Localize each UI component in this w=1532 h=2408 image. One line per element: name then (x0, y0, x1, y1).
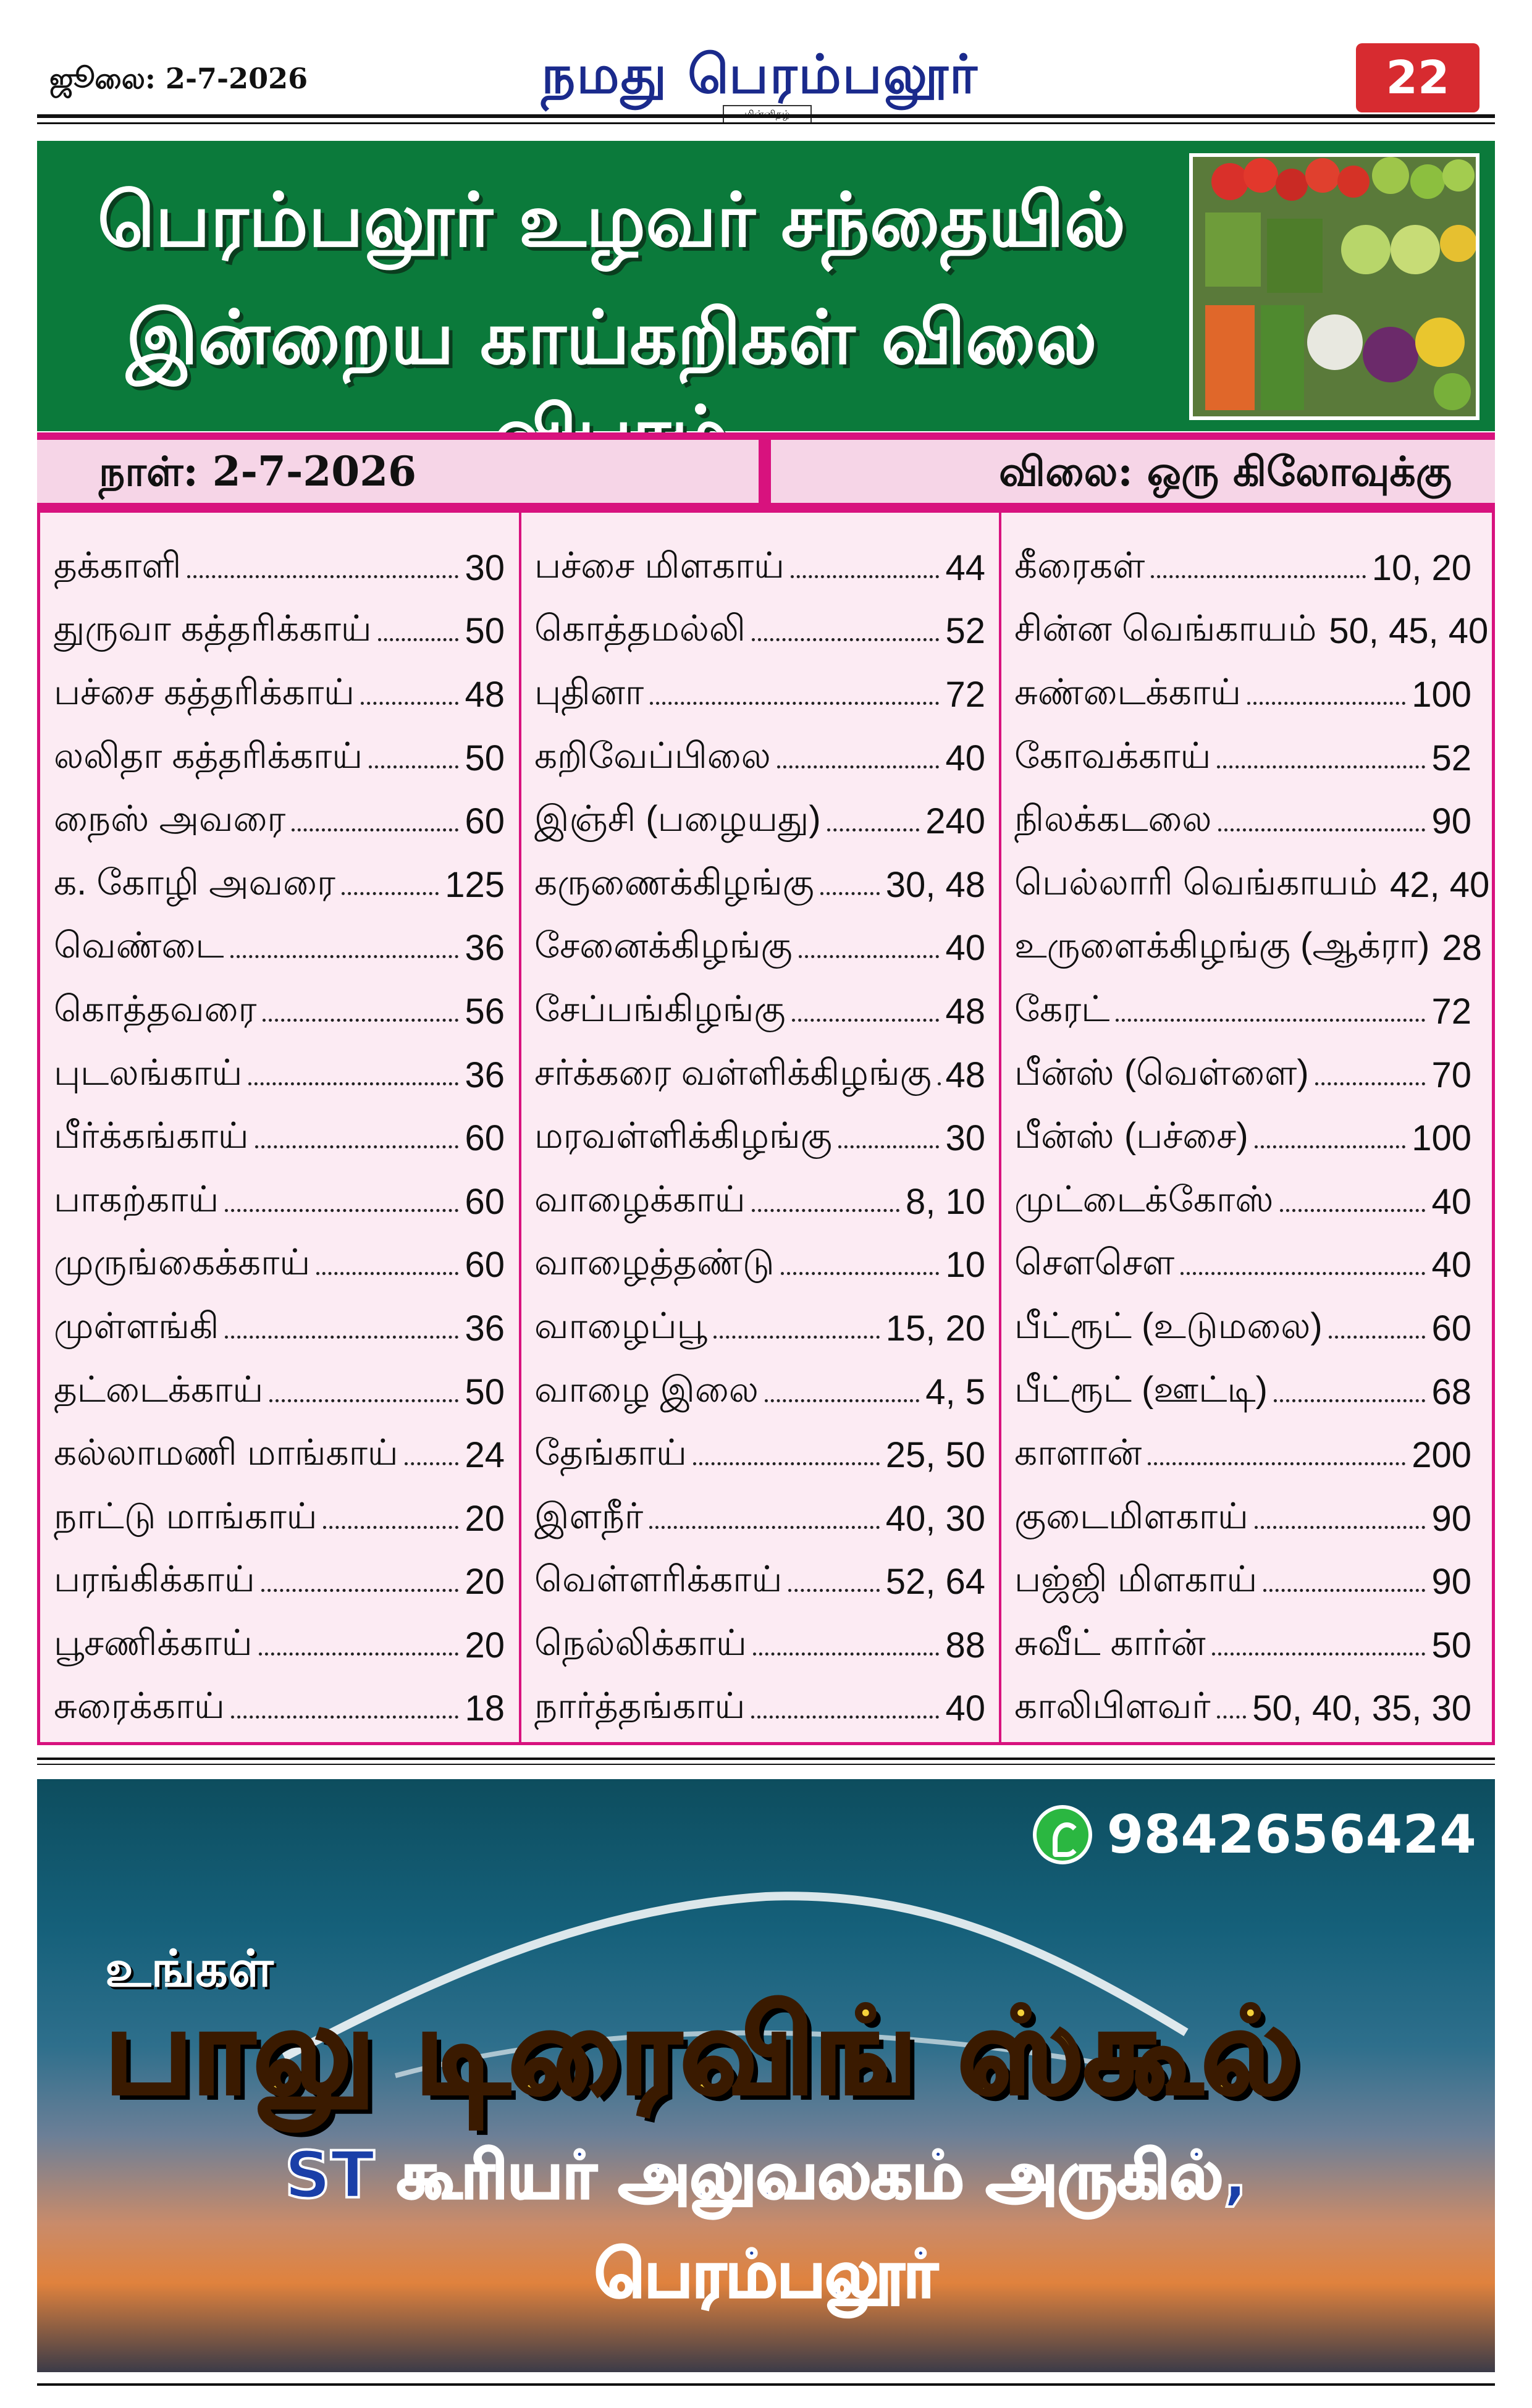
vegetable-price: 50 (465, 1371, 505, 1412)
vegetable-price: 30 (465, 547, 505, 588)
newspaper-title: நமது பெரம்பலூர் (541, 43, 979, 106)
vegetable-name: மரவள்ளிக்கிழங்கு (534, 1116, 832, 1156)
price-row (534, 1043, 985, 1107)
vegetable-name: பரங்கிக்காய் (54, 1559, 255, 1600)
vegetable-name: தக்காளி (54, 545, 182, 586)
dot-leader (1280, 1209, 1426, 1212)
price-row (1014, 600, 1489, 663)
price-row (1014, 1170, 1471, 1234)
vegetable-name: வாழைத்தண்டு (534, 1242, 775, 1283)
market-date: நாள்: 2-7-2026 (99, 447, 417, 495)
price-row (534, 1677, 985, 1741)
dot-leader (781, 1272, 940, 1275)
vegetable-price: 100 (1412, 1118, 1471, 1159)
dot-leader (765, 1399, 919, 1402)
price-row (54, 1423, 505, 1487)
dot-leader (649, 1526, 880, 1529)
vegetable-name: வாழை இலை (534, 1369, 759, 1410)
vegetable-price: 20 (465, 1498, 505, 1539)
vegetable-name: பீட்ரூட் (உடுமலை) (1014, 1305, 1323, 1346)
vegetable-name: கோவக்காய் (1014, 735, 1211, 776)
headline-line-1: பெரம்பலூர் உழவர் சந்தையில் (97, 178, 1126, 264)
vegetable-name: சுண்டைக்காய் (1014, 671, 1241, 712)
dot-leader (342, 892, 439, 895)
vegetable-name: இஞ்சி (பழையது) (534, 799, 821, 840)
dot-leader (752, 638, 939, 641)
vegetable-price: 90 (1431, 801, 1471, 842)
vegetable-price: 40 (945, 738, 985, 778)
vegetable-price: 20 (465, 1625, 505, 1665)
vegetable-name: துருவா கத்தரிக்காய் (54, 608, 372, 649)
vegetable-price: 44 (945, 547, 985, 588)
vegetable-price: 40 (1431, 1245, 1471, 1286)
price-row (1014, 663, 1471, 726)
dot-leader (323, 1526, 458, 1529)
vegetable-name: சேனைக்கிழங்கு (534, 925, 793, 966)
dot-leader (788, 1589, 879, 1592)
vegetable-name: கீரைகள் (1014, 545, 1145, 586)
price-row (1014, 1423, 1471, 1487)
dot-leader (1255, 1145, 1405, 1148)
ad-address-line-1: ST கூரியர் அலுவலகம் அருகில், (284, 2137, 1248, 2213)
dot-leader (713, 1336, 880, 1339)
vegetable-name: தேங்காய் (534, 1433, 687, 1473)
section-rule (37, 1758, 1495, 1760)
dot-leader (263, 1019, 458, 1022)
vegetable-price: 30 (945, 1118, 985, 1159)
dot-leader (827, 828, 920, 831)
vegetable-price: 125 (445, 864, 505, 905)
vegetable-price: 36 (465, 1055, 505, 1095)
vegetable-name: இளநீர் (534, 1496, 644, 1536)
vegetable-name: பாகற்காய் (54, 1179, 219, 1219)
dot-leader (1116, 1019, 1425, 1022)
vegetable-name: வெண்டை (54, 925, 224, 966)
dot-leader (751, 1715, 939, 1719)
price-row (54, 1297, 505, 1360)
vegetable-price: 15, 20 (885, 1308, 985, 1349)
vegetable-name: பஜ்ஜி மிளகாய் (1014, 1559, 1258, 1600)
dot-leader (269, 1399, 458, 1402)
dot-leader (261, 1589, 459, 1592)
price-row (534, 1487, 985, 1551)
price-row (534, 1614, 985, 1677)
price-row (54, 1170, 505, 1234)
vegetable-price: 60 (465, 801, 505, 842)
masthead-rule-thin (37, 122, 1495, 124)
vegetable-name: பச்சை மிளகாய் (534, 545, 785, 586)
price-row (1014, 1297, 1471, 1360)
price-row (1014, 1614, 1471, 1677)
vegetable-price: 25, 50 (885, 1435, 985, 1476)
vegetable-price: 72 (1431, 991, 1471, 1032)
dot-leader (838, 1145, 940, 1148)
price-row (54, 663, 505, 726)
dot-leader (1247, 702, 1405, 705)
vegetable-name: கொத்தமல்லி (534, 608, 746, 649)
vegetable-name: நாட்டு மாங்காய் (54, 1496, 318, 1536)
price-table (37, 510, 1495, 1745)
dot-leader (792, 1019, 940, 1022)
vegetable-price: 70 (1431, 1055, 1471, 1095)
section-rule-thin (37, 1764, 1495, 1765)
vegetable-price: 56 (465, 991, 505, 1032)
vegetable-name: குடைமிளகாய் (1014, 1496, 1248, 1536)
vegetable-price: 48 (945, 991, 985, 1032)
price-column-2 (534, 536, 985, 1740)
ad-lead-text: உங்கள் (105, 1940, 274, 1998)
dot-leader (799, 955, 940, 958)
vegetable-price: 52 (945, 611, 985, 652)
vegetable-price: 40, 30 (885, 1498, 985, 1539)
price-row (534, 1170, 985, 1234)
vegetable-price: 20 (465, 1562, 505, 1602)
dot-leader (248, 1082, 458, 1085)
vegetable-name: வாழைப்பூ (534, 1305, 707, 1346)
bottom-rule (37, 2383, 1495, 2386)
vegetable-name: நார்த்தங்காய் (534, 1686, 746, 1727)
dot-leader (1181, 1272, 1425, 1275)
vegetable-name: முட்டைக்கோஸ் (1014, 1179, 1274, 1219)
vegetable-price: 10 (945, 1245, 985, 1286)
vegetable-name: சர்க்கரை வள்ளிக்கிழங்கு (534, 1052, 932, 1093)
vegetable-name: வெள்ளரிக்காய் (534, 1559, 783, 1600)
vegetable-name: க. கோழி அவரை (54, 862, 335, 903)
vegetable-name: முருங்கைக்காய் (54, 1242, 311, 1283)
dot-leader (820, 892, 880, 895)
dot-leader (225, 1209, 458, 1212)
vegetable-name: பூசணிக்காய் (54, 1622, 253, 1663)
price-column-1 (54, 536, 505, 1740)
price-row (1014, 917, 1482, 980)
price-unit: விலை: ஒரு கிலோவுக்கு (999, 447, 1452, 495)
vegetable-name: புடலங்காய் (54, 1052, 243, 1093)
price-row (534, 917, 985, 980)
vegetable-price: 100 (1412, 674, 1471, 715)
vegetable-name: பீர்க்கங்காய் (54, 1116, 249, 1156)
vegetable-price: 60 (465, 1245, 505, 1286)
vegetable-price: 52, 64 (885, 1562, 985, 1602)
price-row (534, 789, 985, 853)
price-row (1014, 536, 1471, 600)
vegetable-name: சுரைக்காய் (54, 1686, 225, 1727)
dot-leader (938, 1082, 940, 1085)
price-column-3 (1014, 536, 1490, 1740)
vegetable-price: 88 (945, 1625, 985, 1665)
vegetable-name: பீன்ஸ் (வெள்ளை) (1014, 1052, 1309, 1093)
vegetable-name: சௌசௌ (1014, 1242, 1175, 1283)
phone-contact (1033, 1804, 1476, 1866)
vegetable-price: 90 (1431, 1562, 1471, 1602)
price-row (1014, 1551, 1471, 1614)
vegetable-name: பீன்ஸ் (பச்சை) (1014, 1116, 1248, 1156)
vegetable-price: 8, 10 (906, 1181, 985, 1222)
vegetable-price: 48 (465, 674, 505, 715)
vegetable-price: 60 (465, 1181, 505, 1222)
price-row (534, 1297, 985, 1360)
price-row (1014, 1677, 1471, 1741)
vegetable-price: 60 (1431, 1308, 1471, 1349)
price-row (1014, 1234, 1471, 1297)
price-row (534, 726, 985, 790)
dot-leader (361, 702, 458, 705)
dot-leader (650, 702, 939, 705)
vegetable-name: லலிதா கத்தரிக்காய் (54, 735, 363, 776)
vegetable-name: உருளைக்கிழங்கு (ஆக்ரா) (1014, 925, 1430, 966)
price-row (1014, 980, 1471, 1043)
dot-leader (1255, 1526, 1426, 1529)
price-row (534, 663, 985, 726)
page-number-badge: 22 (1356, 43, 1479, 112)
dot-leader (187, 575, 458, 578)
date-box (37, 440, 759, 503)
vegetable-name: நிலக்கடலை (1014, 799, 1212, 840)
dot-leader (1218, 828, 1426, 831)
dot-leader (693, 1462, 880, 1465)
price-row (1014, 726, 1471, 790)
vegetable-name: நைஸ் அவரை (54, 799, 286, 840)
vegetable-price: 72 (945, 674, 985, 715)
vegetable-price: 18 (465, 1688, 505, 1729)
vegetable-name: கருணைக்கிழங்கு (534, 862, 814, 903)
vegetable-price: 40 (945, 1688, 985, 1729)
vegetable-price: 36 (465, 928, 505, 969)
dot-leader (292, 828, 458, 831)
price-row (534, 853, 985, 917)
phone-number: 9842656424 (1106, 1804, 1476, 1866)
driving-school-ad (37, 1779, 1495, 2372)
vegetable-name: தட்டைக்காய் (54, 1369, 264, 1410)
vegetable-price: 50, 45, 40 (1329, 611, 1489, 652)
price-row (1014, 1360, 1471, 1424)
vegetable-price: 60 (465, 1118, 505, 1159)
headline-line-2: இன்றைய காய்கறிகள் விலை (126, 295, 1097, 381)
dot-leader (1263, 1589, 1425, 1592)
vegetable-name: சேப்பங்கிழங்கு (534, 988, 786, 1029)
vegetable-price: 40 (1431, 1181, 1471, 1222)
dot-leader (1217, 765, 1425, 768)
vegetable-name: பீட்ரூட் (ஊட்டி) (1014, 1369, 1268, 1410)
price-row (54, 1487, 505, 1551)
masthead-rule (37, 114, 1495, 118)
dot-leader (405, 1462, 459, 1465)
price-row (54, 789, 505, 853)
vegetable-price: 68 (1431, 1371, 1471, 1412)
ad-business-name: பாலு டிரைவிங் ஸ்கூல் (105, 1983, 1299, 2120)
price-row (534, 1423, 985, 1487)
dot-leader (1329, 1336, 1426, 1339)
price-row (534, 980, 985, 1043)
dot-leader (259, 1652, 459, 1656)
vegetable-price: 200 (1412, 1435, 1471, 1476)
price-row (1014, 1106, 1471, 1170)
price-row (534, 600, 985, 663)
price-row (1014, 1487, 1471, 1551)
vegetable-price: 50, 40, 35, 30 (1252, 1688, 1471, 1729)
dot-leader (230, 955, 459, 958)
price-row (54, 1043, 505, 1107)
vegetable-name: சுவீட் கார்ன் (1014, 1622, 1206, 1663)
vegetable-name: காளான் (1014, 1433, 1142, 1473)
price-row (54, 600, 505, 663)
vegetable-price: 30, 48 (885, 864, 985, 905)
vegetable-price: 90 (1431, 1498, 1471, 1539)
price-row (54, 917, 505, 980)
vegetable-name: புதினா (534, 671, 644, 712)
dot-leader (1212, 1652, 1426, 1656)
dot-leader (1274, 1399, 1426, 1402)
price-row (534, 1234, 985, 1297)
price-row (54, 853, 505, 917)
price-row (54, 1360, 505, 1424)
price-row (54, 980, 505, 1043)
vegetable-name: முள்ளங்கி (54, 1305, 219, 1346)
dot-leader (255, 1145, 459, 1148)
dot-leader (753, 1652, 940, 1656)
vegetable-price: 36 (465, 1308, 505, 1349)
price-row (54, 536, 505, 600)
vegetable-price: 4, 5 (925, 1371, 985, 1412)
price-row (534, 536, 985, 600)
dot-leader (752, 1209, 899, 1212)
vegetable-price: 50 (1431, 1625, 1471, 1665)
vegetable-price: 10, 20 (1371, 547, 1471, 588)
dot-leader (369, 765, 458, 768)
vegetable-price: 24 (465, 1435, 505, 1476)
vegetable-price: 28 (1442, 928, 1482, 969)
vegetable-price: 52 (1431, 738, 1471, 778)
price-row (1014, 1043, 1471, 1107)
vegetable-name: காலிபிளவர் (1014, 1686, 1211, 1727)
price-row (54, 1234, 505, 1297)
price-row (534, 1551, 985, 1614)
dot-leader (378, 638, 459, 641)
dot-leader (777, 765, 940, 768)
price-row (54, 1677, 505, 1741)
price-row (54, 1551, 505, 1614)
issue-date: ஜூலை: 2-7-2026 (49, 62, 308, 95)
unit-box (771, 440, 1495, 503)
price-row (54, 726, 505, 790)
price-row (54, 1614, 505, 1677)
price-row (1014, 789, 1471, 853)
vegetable-name: கொத்தவரை (54, 988, 257, 1029)
dot-leader (1148, 1462, 1405, 1465)
vegetable-name: பெல்லாரி வெங்காயம் (1014, 862, 1378, 903)
vegetable-name: நெல்லிக்காய் (534, 1622, 747, 1663)
vegetable-price: 40 (945, 928, 985, 969)
vegetable-price: 240 (925, 801, 985, 842)
whatsapp-icon (1033, 1805, 1092, 1864)
vegetable-price: 42, 40 (1390, 864, 1490, 905)
dot-leader (1217, 1715, 1247, 1719)
dot-leader (231, 1715, 459, 1719)
column-divider (519, 513, 521, 1742)
price-row (1014, 853, 1490, 917)
vegetable-name: வாழைக்காய் (534, 1179, 746, 1219)
dot-leader (1151, 575, 1365, 578)
vegetable-price: 48 (945, 1055, 985, 1095)
vegetable-price: 50 (465, 738, 505, 778)
ad-address-line-2: பெரம்பலூர் (594, 2236, 938, 2312)
column-divider (999, 513, 1001, 1742)
vegetable-name: கறிவேப்பிலை (534, 735, 771, 776)
vegetable-name: கல்லாமணி மாங்காய் (54, 1433, 398, 1473)
price-row (534, 1106, 985, 1170)
vegetable-name: பச்சை கத்தரிக்காய் (54, 671, 355, 712)
vegetable-price: 50 (465, 611, 505, 652)
price-row (54, 1106, 505, 1170)
dot-leader (1315, 1082, 1426, 1085)
vegetables-photo (1189, 153, 1479, 420)
price-row (534, 1360, 985, 1424)
dot-leader (225, 1336, 458, 1339)
dot-leader (316, 1272, 458, 1275)
vegetable-name: சின்ன வெங்காயம் (1014, 608, 1317, 649)
dot-leader (791, 575, 940, 578)
vegetable-name: கேரட் (1014, 988, 1110, 1029)
